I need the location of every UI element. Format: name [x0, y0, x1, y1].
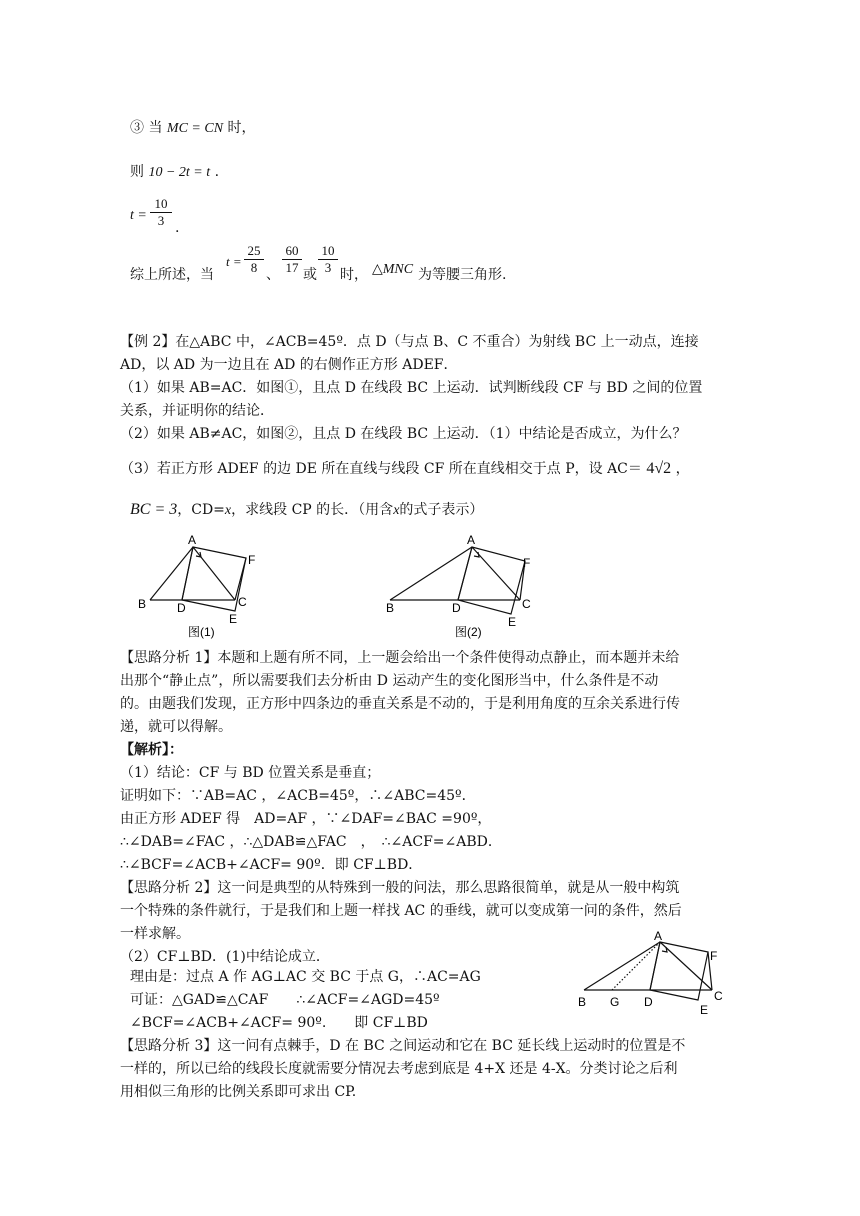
label-g: G	[610, 995, 620, 1009]
label-e: E	[700, 1003, 709, 1017]
analysis-1-line-3: 的。由题我们发现，正方形中四条边的垂直关系是不动的，于是利用角度的互余关系进行传	[120, 696, 680, 712]
segment-cf	[235, 558, 246, 600]
fig1-caption: 图(1)	[188, 625, 215, 639]
t-solution-fraction	[150, 196, 172, 229]
summary-prefix: 综上所述，当	[130, 267, 214, 283]
equation-line	[130, 162, 219, 183]
analysis-2-line-3: 一样求解。	[120, 926, 190, 942]
part-2-line-2: 理由是：过点 A 作 AG⊥AC 交 BC 于点 G，∴AC=AG	[130, 969, 481, 985]
fig2-caption: 图(2)	[455, 625, 482, 639]
fraction-denominator: 8	[250, 260, 258, 275]
separator-or: 或	[303, 267, 317, 283]
triangle-mnc: △MNC	[372, 262, 414, 277]
fraction-denominator: 3	[324, 260, 332, 275]
label-c: C	[714, 989, 723, 1003]
var-x: x	[224, 503, 232, 518]
fraction-denominator: 17	[285, 260, 299, 275]
figure-2	[380, 530, 540, 642]
label-b: B	[138, 597, 147, 611]
summary-t: t =	[226, 254, 242, 269]
label-d: D	[644, 995, 653, 1009]
segment-ab	[584, 942, 660, 990]
fraction-60-17	[282, 243, 302, 276]
fraction-denominator: 3	[157, 213, 165, 228]
var-x-2: x	[393, 503, 400, 518]
segment-ab	[150, 547, 193, 600]
fraction-numerator: 10	[318, 243, 338, 260]
fraction-10-3	[318, 243, 338, 276]
square-adef	[182, 547, 246, 611]
square-adef	[650, 942, 708, 1000]
analysis-1-line-2: 出那个“静止点”，所以需要我们去分析由 D 运动产生的变化图形当中，什么条件是不动	[120, 673, 659, 689]
case-3-tail: 时，	[227, 120, 256, 136]
label-a: A	[467, 533, 476, 547]
solution-line-2: 证明如下：∵AB=AC ，∠ACB=45º，∴∠ABC=45º．	[120, 788, 476, 804]
solution-line-3: 由正方形 ADEF 得 AD=AF ，∵∠DAF=∠BAC =90º，	[120, 811, 492, 827]
t-solution-period: .	[175, 220, 180, 236]
analysis-1-line-1: 【思路分析 1】本题和上题有所不同，上一题会给出一个条件使得动点静止，而本题并未给	[120, 650, 680, 666]
label-e: E	[229, 612, 238, 626]
cd-label: ，CD=	[177, 502, 225, 518]
label-f: F	[523, 556, 531, 570]
solution-line-5: ∴∠BCF=∠ACB+∠ACF= 90º．即 CF⊥BD．	[120, 857, 423, 873]
analysis-3-line-1: 【思路分析 3】这一问有点棘手，D 在 BC 之间运动和它在 BC 延长线上运动时的位置是不	[120, 1038, 686, 1054]
figure-3	[572, 928, 742, 1018]
label-d: D	[177, 601, 186, 615]
part-2-line-3: 可证：△GAD≌△CAF ∴∠ACF=∠AGD=45º	[130, 992, 440, 1008]
analysis-3-line-2: 一样的，所以已给的线段长度就需要分情况去考虑到底是 4+X 还是 4-X。分类讨论之后利	[120, 1061, 678, 1077]
example-line-1: 【例 2】在△ABC 中，∠ACB=45º．点 D（与点 B、C 不重合）为射线 BC 上一动点，连接	[120, 334, 699, 350]
analysis-2-line-1: 【思路分析 2】这一问是典型的从特殊到一般的问法，那么思路很简单，就是从一般中构筑	[120, 880, 680, 896]
equation-10-2t-t: 10 − 2t = t	[148, 165, 211, 180]
example-line-3: （1）如果 AB=AC．如图①，且点 D 在线段 BC 上运动．试判断线段 CF 与 BD 之间的位置	[120, 380, 703, 396]
label-a: A	[188, 533, 197, 547]
part-2-line-1: （2）CF⊥BD．(1)中结论成立．	[120, 949, 330, 965]
case-3-label: ③ 当	[130, 120, 163, 136]
example-line-4: 关系，并证明你的结论．	[120, 403, 274, 419]
analysis-1-line-4: 递，就可以得解。	[120, 719, 232, 735]
example-line-6-text: （3）若正方形 ADEF 的边 DE 所在直线与线段 CF 所在直线相交于点 P，设 AC＝	[120, 461, 642, 477]
fraction-numerator: 25	[244, 243, 264, 260]
part-2-line-4: ∠BCF=∠ACB+∠ACF= 90º. 即 CF⊥BD	[130, 1015, 428, 1031]
example-line-7-tail: 的式子表示）	[399, 502, 484, 518]
right-angle-mark	[662, 947, 667, 952]
equation-period: .	[214, 164, 220, 180]
analysis-2-line-2: 一个特殊的条件就行，于是我们和上题一样找 AC 的垂线，就可以变成第一问的条件，然后	[120, 903, 682, 919]
mc-eq-cn: MC = CN	[166, 121, 224, 136]
label-f: F	[248, 553, 256, 567]
solution-heading: 【解析】：	[120, 742, 183, 758]
example-line-2: AD，以 AD 为一边且在 AD 的右侧作正方形 ADEF．	[120, 357, 458, 373]
fraction-25-8	[244, 243, 264, 276]
example-line-5: （2）如果 AB≠AC，如图②，且点 D 在线段 BC 上运动．（1）中结论是否成立，为什么？	[120, 426, 687, 442]
label-b: B	[386, 601, 395, 615]
example-line-6	[120, 459, 690, 479]
label-a: A	[654, 929, 663, 943]
solution-line-4: ∴∠DAB=∠FAC ，∴△DAB≌△FAC ， ∴∠ACF=∠ABD．	[120, 834, 502, 850]
summary-conclusion: 为等腰三角形.	[418, 267, 507, 283]
segment-ag-dotted	[612, 942, 660, 990]
example-line-7-mid: ，求线段 CP 的长．（用含	[231, 502, 394, 518]
solution-line-1: （1）结论：CF 与 BD 位置关系是垂直；	[120, 765, 381, 781]
ac-value: 4√2	[646, 460, 672, 477]
example-line-7	[130, 500, 483, 521]
label-c: C	[522, 597, 531, 611]
analysis-3-line-3: 用相似三角形的比例关系即可求出 CP.	[120, 1084, 357, 1100]
equation-prefix: 则	[130, 164, 144, 180]
label-e: E	[508, 615, 517, 629]
label-f: F	[710, 949, 718, 963]
label-c: C	[238, 595, 247, 609]
figure-1	[130, 530, 270, 642]
fraction-numerator: 60	[282, 243, 302, 260]
summary-when: 时，	[340, 267, 368, 283]
fraction-numerator: 10	[150, 196, 172, 213]
case-3-line	[130, 118, 255, 139]
t-solution-lhs: t =	[130, 208, 147, 223]
label-b: B	[578, 995, 587, 1009]
segment-ac	[660, 942, 712, 990]
separator-comma: 、	[266, 267, 280, 283]
bc-value: BC = 3	[130, 501, 178, 518]
example-line-6-tail: ，	[675, 461, 690, 477]
label-d: D	[452, 601, 461, 615]
square-adef	[458, 547, 525, 614]
